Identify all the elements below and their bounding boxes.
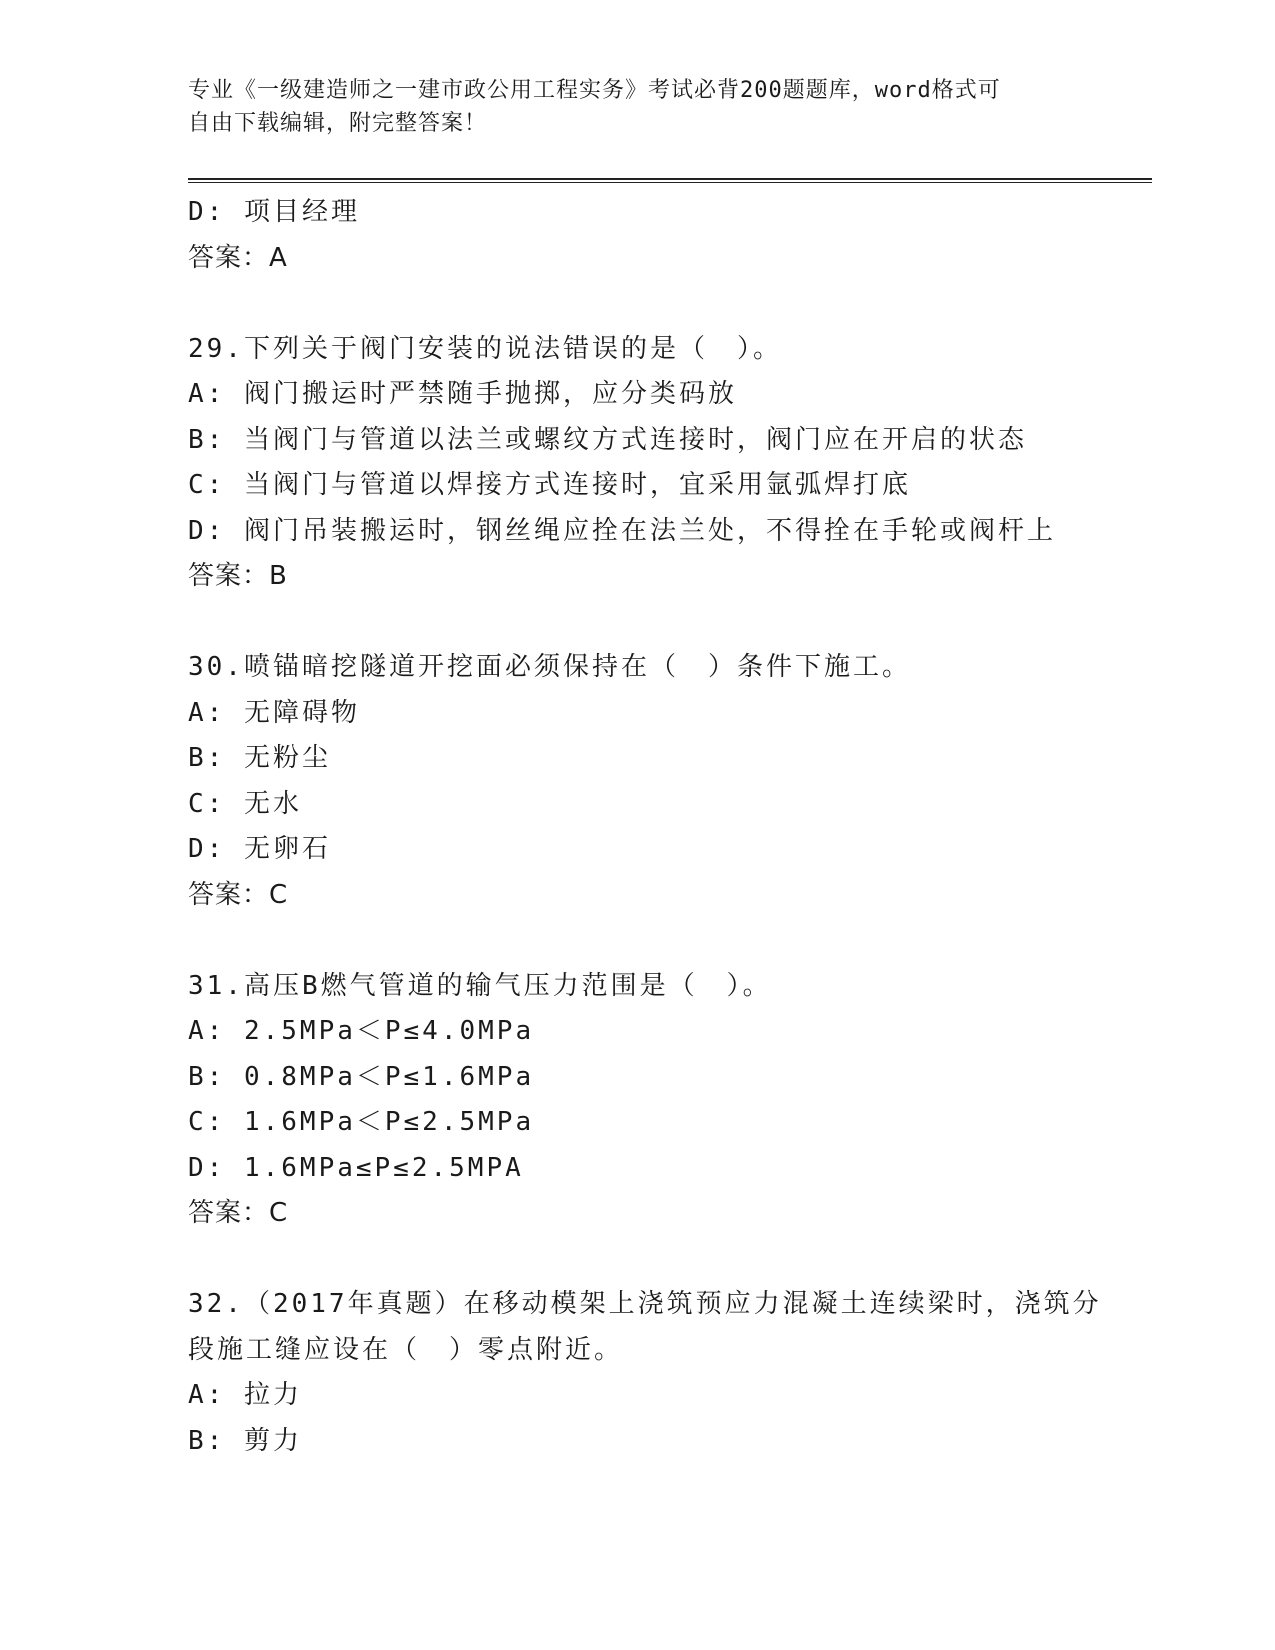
answer: 答案：C [188, 1198, 289, 1228]
question-29 [188, 327, 1152, 600]
option-d: D: 1.6MPa≤P≤2.5MPA [188, 1152, 524, 1183]
question-31 [188, 964, 1152, 1237]
option-b: B: 无粉尘 [188, 743, 331, 773]
option-b: B: 剪力 [188, 1425, 302, 1456]
option-d: D: 阀门吊装搬运时，钢丝绳应拴在法兰处，不得拴在手轮或阀杆上 [188, 515, 1056, 546]
question-30 [188, 645, 1152, 918]
option-c: C: 无水 [188, 788, 302, 819]
document-body [188, 190, 1152, 1464]
option-d: D: 无卵石 [188, 834, 331, 864]
spacer [188, 1237, 1152, 1283]
spacer [188, 918, 1152, 964]
question-stem-line-1: 32.（2017年真题）在移动模架上浇筑预应力混凝土连续梁时，浇筑分 [188, 1289, 1102, 1319]
answer: 答案：C [188, 879, 289, 910]
option-b: B: 当阀门与管道以法兰或螺纹方式连接时，阀门应在开启的状态 [188, 424, 1027, 455]
header-line-2: 自由下载编辑，附完整答案！ [188, 111, 488, 136]
option-a: A: 拉力 [188, 1380, 302, 1410]
prev-option-d: D: 项目经理 [188, 197, 360, 227]
header-line-1: 专业《一级建造师之一建市政公用工程实务》考试必背200题题库，word格式可 [188, 78, 1001, 103]
question-stem: 30.喷锚暗挖隧道开挖面必须保持在（ ）条件下施工。 [188, 652, 911, 682]
question-stem-line-2: 段施工缝应设在（ ）零点附近。 [188, 1334, 624, 1365]
question-stem: 29.下列关于阀门安装的说法错误的是（ ）。 [188, 333, 782, 364]
document-header [188, 74, 1068, 140]
header-divider [188, 178, 1152, 183]
spacer [188, 600, 1152, 646]
question-32 [188, 1282, 1152, 1464]
prev-answer: 答案：A [188, 242, 288, 273]
question-stem: 31.高压B燃气管道的输气压力范围是（ ）。 [188, 970, 772, 1001]
option-a: A: 无障碍物 [188, 697, 360, 728]
option-a: A: 2.5MPa＜P≤4.0MPa [188, 1016, 535, 1046]
option-c: C: 1.6MPa＜P≤2.5MPa [188, 1107, 535, 1137]
spacer [188, 281, 1152, 327]
option-a: A: 阀门搬运时严禁随手抛掷，应分类码放 [188, 379, 737, 409]
option-c: C: 当阀门与管道以焊接方式连接时，宜采用氩弧焊打底 [188, 470, 911, 500]
option-b: B: 0.8MPa＜P≤1.6MPa [188, 1061, 535, 1092]
answer: 答案：B [188, 561, 288, 591]
